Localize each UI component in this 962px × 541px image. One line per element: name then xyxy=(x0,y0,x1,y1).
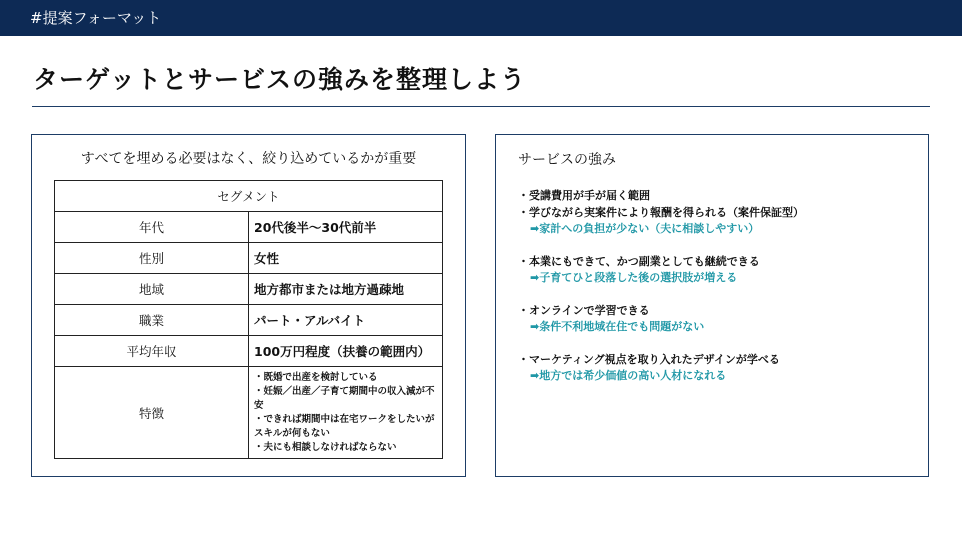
segment-table xyxy=(54,180,443,459)
strengths-panel-heading: サービスの強み xyxy=(518,152,616,168)
list-item: ・妊娠／出産／子育て期間中の収入減が不安 xyxy=(254,385,435,411)
list-item: ・既婚で出産を検討している xyxy=(254,371,378,383)
row-label-occupation: 職業 xyxy=(55,305,249,336)
row-value-features xyxy=(249,367,443,459)
row-label-gender: 性別 xyxy=(55,243,249,274)
feature-list xyxy=(249,371,442,455)
row-label-region: 地域 xyxy=(55,274,249,305)
row-value-income: 100万円程度（扶養の範囲内） xyxy=(249,336,443,367)
row-label-features: 特徴 xyxy=(55,367,249,459)
strength-line: ・オンラインで学習できる xyxy=(518,303,650,317)
strength-group xyxy=(518,352,918,385)
strength-benefit: ➡条件不利地域在住でも問題がない xyxy=(530,320,705,333)
strength-line: ・本業にもできて、かつ副業としても継続できる xyxy=(518,254,760,268)
strength-benefit: ➡地方では希少価値の高い人材になれる xyxy=(530,369,727,382)
table-row xyxy=(55,336,443,367)
row-label-income: 平均年収 xyxy=(55,336,249,367)
list-item: ・夫にも相談しなければならない xyxy=(254,441,397,453)
row-label-age: 年代 xyxy=(55,212,249,243)
strengths-panel xyxy=(495,134,929,477)
strength-line: ・受講費用が手が届く範囲 xyxy=(518,189,650,202)
page-title: ターゲットとサービスの強みを整理しよう xyxy=(33,65,527,94)
segment-table-header: セグメント xyxy=(55,181,443,212)
row-value-age: 20代後半〜30代前半 xyxy=(249,212,443,243)
table-row xyxy=(55,274,443,305)
strength-benefit: ➡家計への負担が少ない（夫に相談しやすい） xyxy=(530,222,760,235)
strength-group xyxy=(518,188,918,238)
header-tag: #提案フォーマット xyxy=(30,9,162,27)
target-panel xyxy=(31,134,466,477)
table-row xyxy=(55,305,443,336)
strengths-list xyxy=(518,188,918,401)
target-panel-heading: すべてを埋める必要はなく、絞り込めているかが重要 xyxy=(80,151,417,167)
title-divider xyxy=(32,106,930,107)
strength-group xyxy=(518,303,918,336)
table-row xyxy=(55,367,443,459)
table-row xyxy=(55,212,443,243)
strength-line: ・マーケティング視点を取り入れたデザインが学べる xyxy=(518,352,780,366)
strength-group xyxy=(518,254,918,287)
header-bar xyxy=(0,0,962,36)
row-value-region: 地方都市または地方過疎地 xyxy=(249,274,443,305)
row-value-gender: 女性 xyxy=(249,243,443,274)
strength-benefit: ➡子育てひと段落した後の選択肢が増える xyxy=(530,271,738,284)
row-value-occupation: パート・アルバイト xyxy=(249,305,443,336)
segment-table-header-row xyxy=(55,181,443,212)
strength-line: ・学びながら実案件により報酬を得られる（案件保証型） xyxy=(518,205,804,219)
list-item: ・できれば期間中は在宅ワークをしたいがスキルが何もない xyxy=(254,413,435,439)
table-row xyxy=(55,243,443,274)
